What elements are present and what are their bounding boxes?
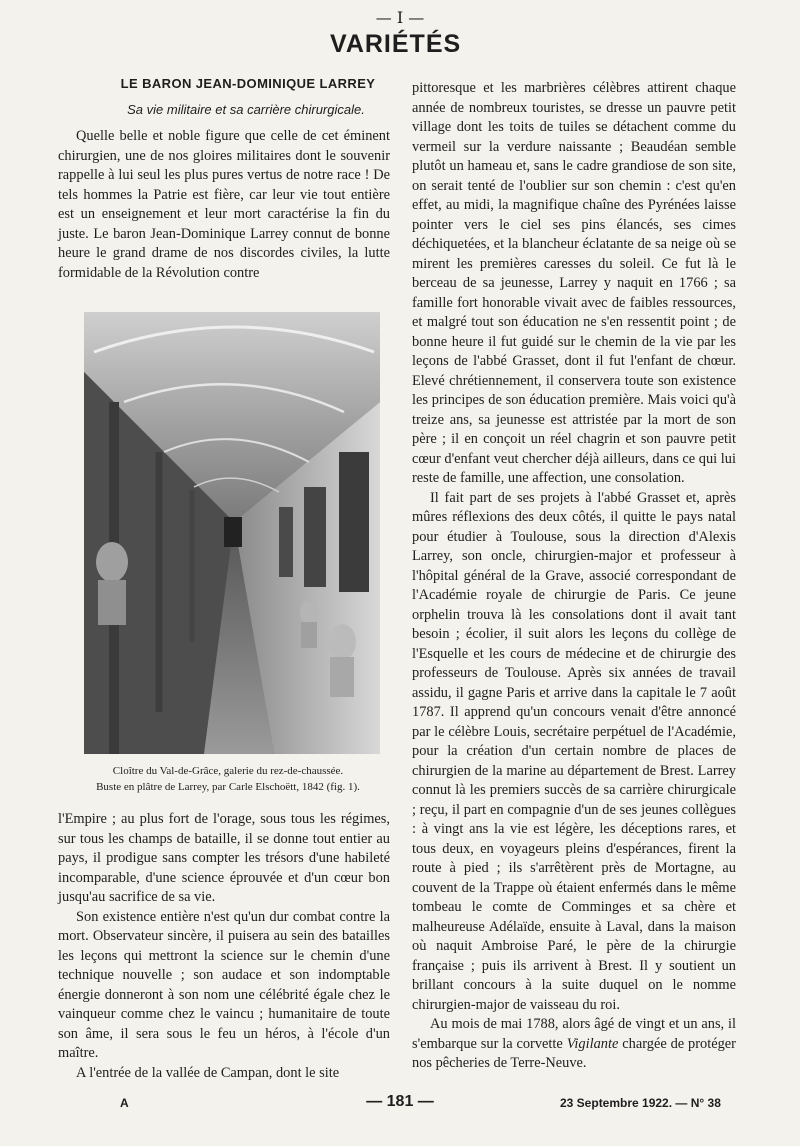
- caption-line: Cloître du Val-de-Grâce, galerie du rez-de-chaussée.: [112, 765, 344, 777]
- left-column-bottom: [58, 810, 390, 1083]
- article-title: LE BARON JEAN-DOMINIQUE LARREY: [120, 76, 376, 91]
- footer-date-issue: 23 Septembre 1922. — N° 38: [560, 1096, 721, 1110]
- paragraph: Quelle belle et noble figure que celle de cet éminent chirurgien, une de nos gloires militaires dont le souvenir rappelle à lui seul les plus pures vertus de notre race ! De tels hommes la Patrie est fière, car leur vie tout entière est un enseignement et leur mort caractérise la fin du juste. Le baron Jean-Dominique Larrey connut de bonne heure le grand drame de nos discordes civiles, la lutte formidable de la Révolution contre: [58, 128, 390, 281]
- paragraph: l'Empire ; au plus fort de l'orage, sous tous les régimes, sur tous les champs de bataille, il se donne tout entier au pays, il prodigue sans compter les trésors d'une habileté incomparable, d'une science éprouvée et d'un cœur bon jusqu'au sacrifice de sa vie.: [58, 811, 390, 905]
- section-title: VARIÉTÉS: [330, 30, 462, 58]
- page-number: — I —: [375, 8, 425, 27]
- caption-line: Buste en plâtre de Larrey, par Carle Elschoëtt, 1842 (fig. 1).: [96, 781, 360, 793]
- paragraph: Il fait part de ses projets à l'abbé Grasset et, après mûres réflexions des deux côtés, il quitte le pays natal pour étudier à Toulouse, sous la direction d'Alexis Larrey, son oncle, chirurgien-major et professeur à l'hôpital général de la Grave, associé correspondant de l'Académie royale de chirurgie de Paris. Ce jeune orphelin trouva là les consolations dont il avait tant besoin ; écolier, il suit alors les leçons du collège de l'Esquelle et les cours de médecine et de chirurgie des professeurs de Toulouse. Après six années de travail assidu, il gagne Paris et arrive dans la capitale le 7 août 1787. Il apprend qu'un concours venait d'être annoncé par le célèbre Louis, secrétaire perpétuel de l'Académie, pour la création d'un certain nombre de places de chirurgien de la marine au département de Brest. Larrey connut là les premiers succès de sa carrière chirurgicale ; reçu, il part en compagnie d'un de ses jeunes collègues : à vingt ans la vie est légère, les déceptions rares, et tous deux, en voyageurs pleins d'espérances, firent la route à pied ; ils s'arrêtèrent près de Mortagne, au couvent de la Trappe où étaient enfermés dans le même tombeau le comte de Comminges et sa chère et malheureuse Adélaïde, ensuite à Laval, dans la maison où naquit Ambroise Paré, le père de la chirurgie française ; puis ils arrivent à Brest. Il y soutient un brillant concours à la suite duquel on le nomme chirurgien-major de vaisseau du roi.: [412, 489, 736, 1013]
- paragraph: A l'entrée de la vallée de Campan, dont le site: [76, 1064, 340, 1081]
- paragraph: [412, 1015, 736, 1074]
- paragraph: pittoresque et les marbrières célèbres attirent chaque année de nombreux touristes, se dresse un pauvre petit village dont les toits de tuiles se détachent comme du vermeil sur la verdure naissante ; Beaudéan semble plutôt un hameau et, sans le cadre grandiose de son site, on serait tenté de l'oublier sur son chemin : c'est qu'en effet, au midi, la magnifique chaîne des Pyrénées laisse pointer vers le ciel ses pins élancés, ses cimes déchiquetées, et la blancheur éclatante de sa neige où se mirent les premières caresses du soleil. Ce fut là le berceau de sa jeunesse, Larrey y naquit en 1766 ; sa famille fort honorable vivait avec de faibles ressources, et malgré tout son éducation ne s'en ressentit point ; de bonne heure il fut guidé sur le chemin de la vie par les leçons de l'abbé Grasset, dont il fut l'enfant de chœur. Elevé chrétiennement, il conservera toute son existence les principes de son éducation première. Mais voici qu'à treize ans, sa jeunesse est attristée par la mort de son père ; il en conçoit un réel chagrin et son pauvre petit cœur d'enfant veut chercher déjà ailleurs, dans ce qui lui reste de famille, une affection, une consolation.: [412, 80, 736, 486]
- footer-page-number: — 181 —: [366, 1093, 434, 1110]
- article-subtitle: Sa vie militaire et sa carrière chirurgicale.: [127, 102, 365, 117]
- figure-caption: [58, 763, 398, 795]
- footer-signature-mark: A: [120, 1096, 129, 1110]
- text-span: Au mois de mai 1788, alors âgé de vingt et un ans, il s'embarque sur la corvette: [412, 1016, 736, 1052]
- cloister-photograph: [84, 312, 380, 754]
- ship-name: Vigilante: [566, 1035, 619, 1052]
- text-span: chargée de protéger nos pêcheries de Terre-Neuve.: [412, 1035, 736, 1071]
- paragraph: Son existence entière n'est qu'un dur combat contre la mort. Observateur sincère, il puisera au sein des batailles les leçons qui mettront la science sur le chemin d'une technique nouvelle ; son audace et son indomptable énergie donneront à son nom une célébrité égale chez le vainqueur comme chez le vaincu ; humanitaire de toute son âme, il sera sous le feu un héros, à l'école d'un maître.: [58, 908, 390, 1061]
- left-column-top: [58, 127, 390, 283]
- right-column: [412, 79, 736, 1074]
- cloister-illustration: [84, 312, 380, 754]
